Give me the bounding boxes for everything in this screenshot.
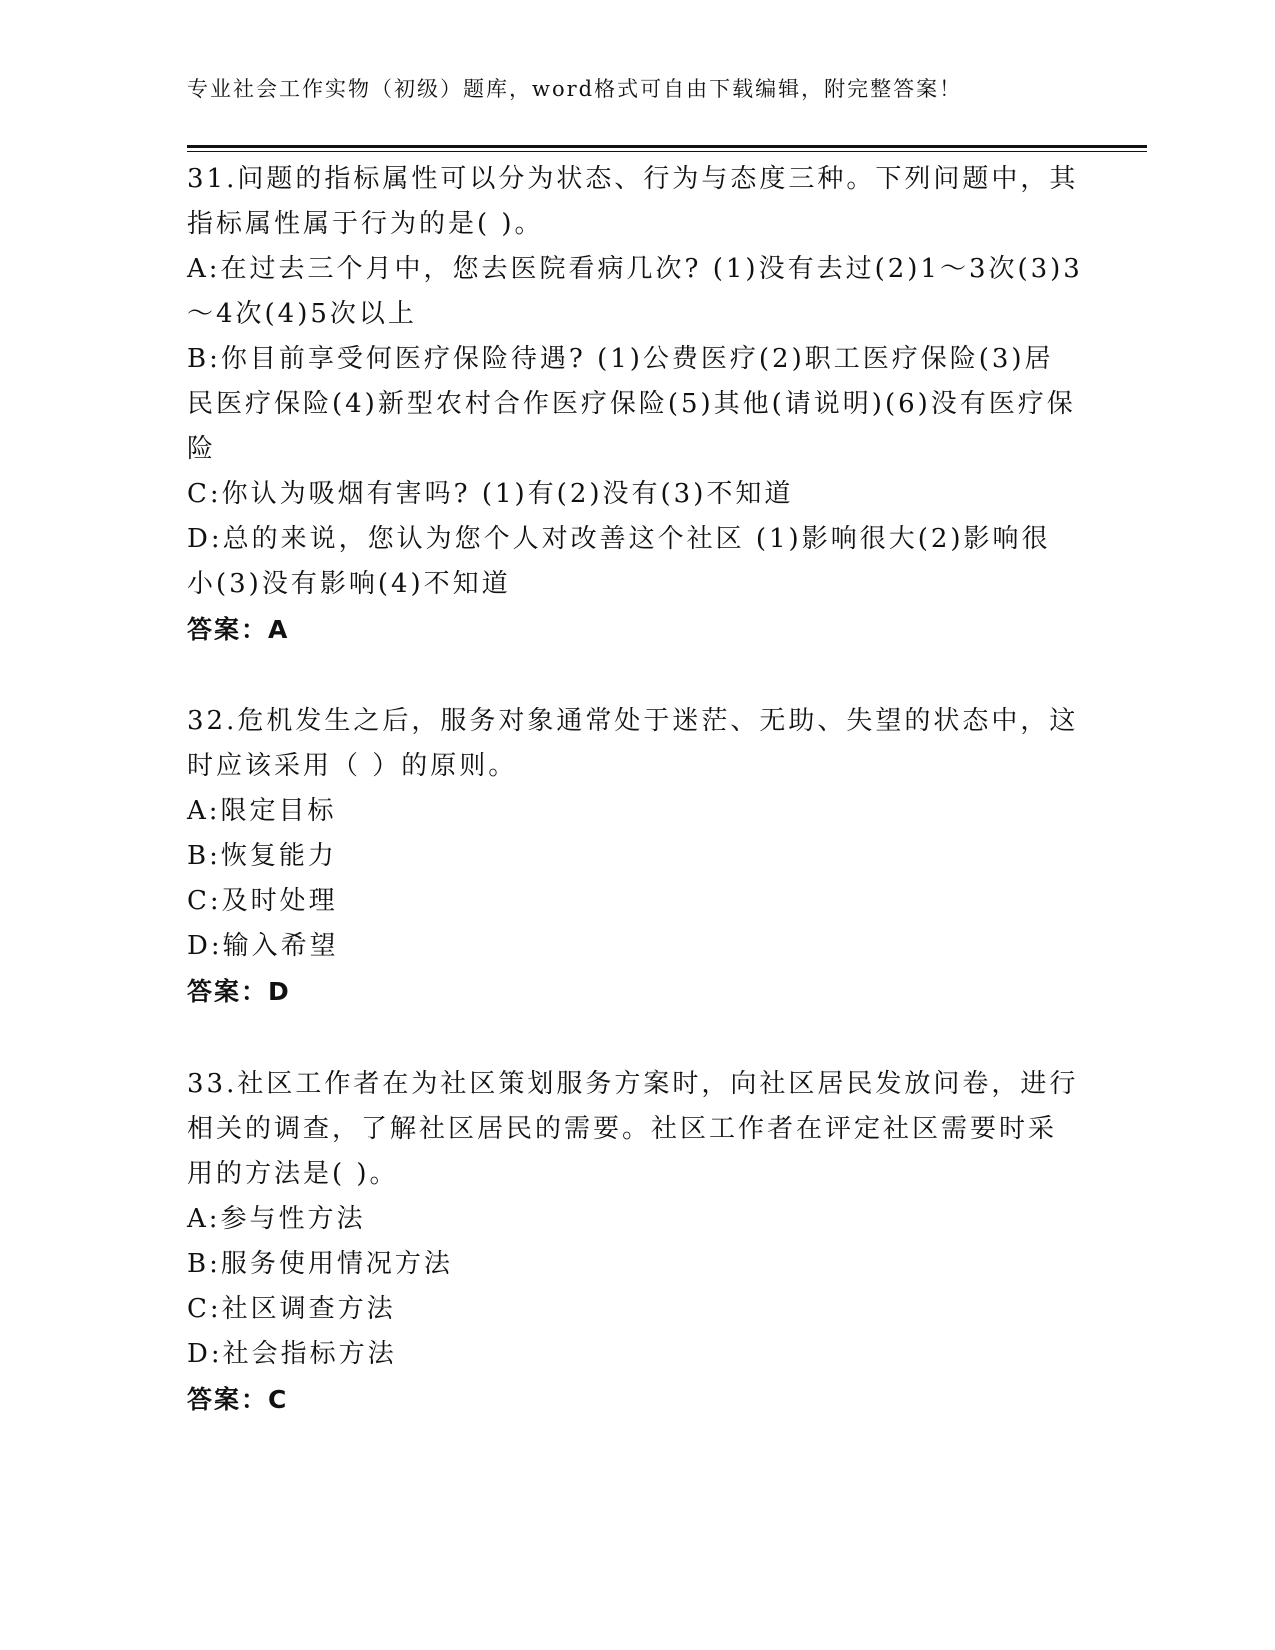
page-header: 专业社会工作实物（初级）题库，word格式可自由下载编辑，附完整答案！ (187, 77, 963, 101)
question-31 (187, 157, 1083, 652)
option-a: ～4次(4)5次以上 (187, 299, 417, 329)
question-stem: 用的方法是( )。 (187, 1159, 399, 1189)
option-a: A:在过去三个月中，您去医院看病几次? (1)没有去过(2)1～3次(3)3 (187, 254, 1083, 284)
option-d: D:社会指标方法 (187, 1339, 397, 1369)
option-b: 民医疗保险(4)新型农村合作医疗保险(5)其他(请说明)(6)没有医疗保 (187, 389, 1076, 419)
header-divider (187, 145, 1147, 152)
option-b: 险 (187, 434, 217, 464)
option-c: C:及时处理 (187, 886, 338, 916)
option-c: C:你认为吸烟有害吗? (1)有(2)没有(3)不知道 (187, 479, 794, 509)
question-32 (187, 699, 1079, 1014)
option-a: A:限定目标 (187, 796, 337, 826)
option-a: A:参与性方法 (187, 1204, 366, 1234)
option-c: C:社区调查方法 (187, 1294, 396, 1324)
option-b: B:服务使用情况方法 (187, 1249, 453, 1279)
answer-label: 答案：A (187, 615, 290, 644)
option-d: D:输入希望 (187, 931, 339, 961)
option-d: D:总的来说，您认为您个人对改善这个社区 (1)影响很大(2)影响很 (187, 524, 1051, 554)
answer-label: 答案：C (187, 1385, 289, 1414)
option-b: B:恢复能力 (187, 841, 337, 871)
question-33 (187, 1062, 1079, 1422)
option-d: 小(3)没有影响(4)不知道 (187, 569, 511, 599)
question-stem: 31.问题的指标属性可以分为状态、行为与态度三种。下列问题中，其 (187, 164, 1079, 194)
question-stem: 33.社区工作者在为社区策划服务方案时，向社区居民发放问卷，进行 (187, 1069, 1079, 1099)
option-b: B:你目前享受何医疗保险待遇? (1)公费医疗(2)职工医疗保险(3)居 (187, 344, 1054, 374)
question-stem: 相关的调查，了解社区居民的需要。社区工作者在评定社区需要时采 (187, 1114, 1058, 1144)
question-stem: 32.危机发生之后，服务对象通常处于迷茫、无助、失望的状态中，这 (187, 706, 1079, 736)
question-stem: 指标属性属于行为的是( )。 (187, 209, 544, 239)
answer-label: 答案：D (187, 977, 291, 1006)
question-stem: 时应该采用（ ）的原则。 (187, 751, 518, 781)
